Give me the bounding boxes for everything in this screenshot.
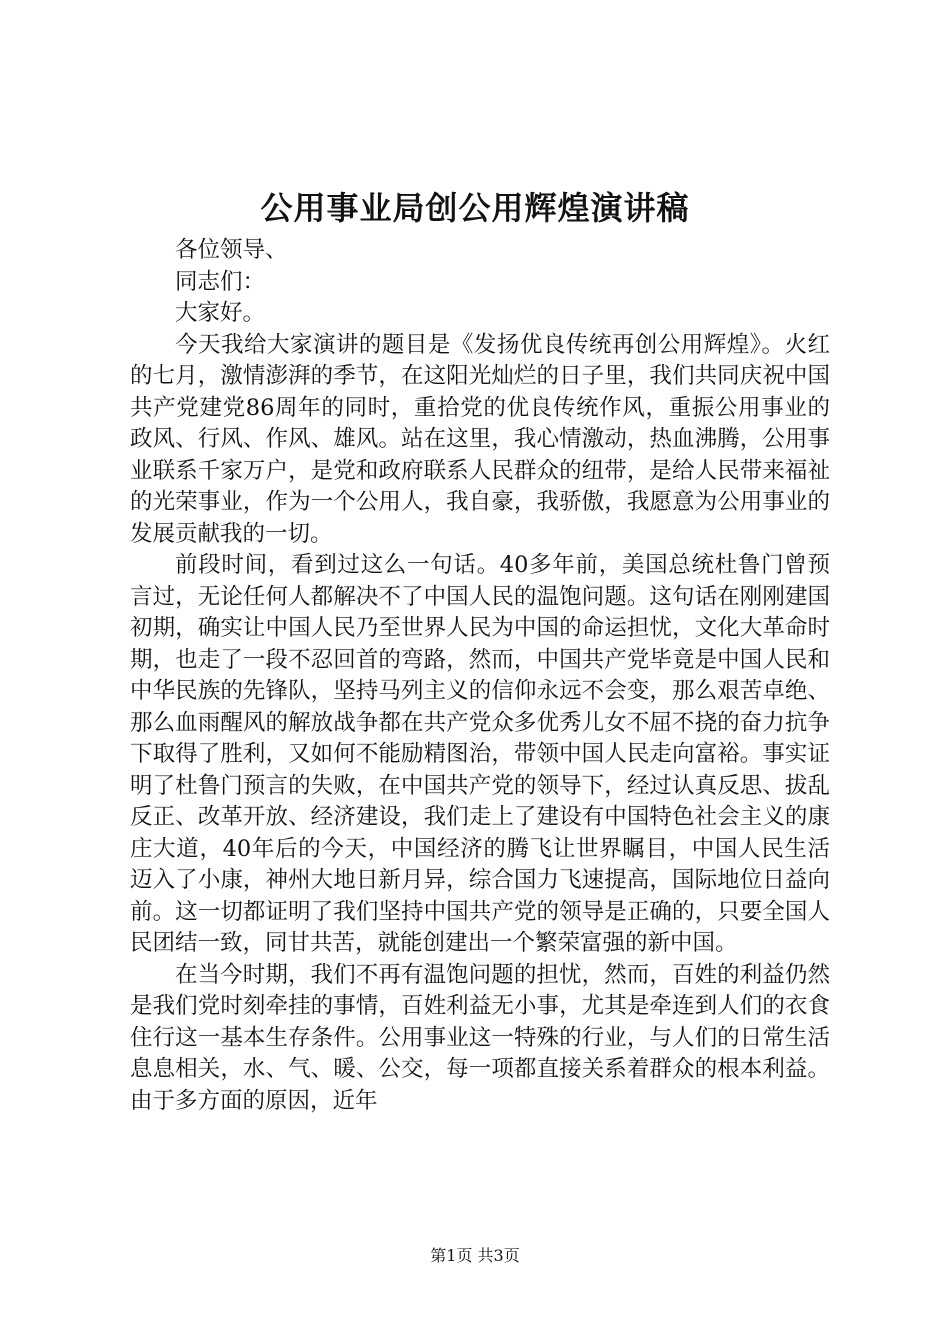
document-title: 公用事业局创公用辉煌演讲稿 bbox=[260, 189, 690, 227]
document-body bbox=[130, 235, 830, 1117]
salutation-comrades: 同志们： bbox=[175, 268, 266, 295]
paragraph: 今天我给大家演讲的题目是《发扬优良传统再创公用辉煌》。火红的七月，激情澎湃的季节，在这阳光灿烂的日子里，我们共同庆祝中国共产党建党86周年的同时，重拾党的优良传统作风，重振公用事业的政风、行风、作风、雄风。站在这里，我心情激动，热血沸腾，公用事业联系千家万户，是党和政府联系人民群众的纽带，是给人民带来福祉的光荣事业，作为一个公用人，我自豪，我骄傲，我愿意为公用事业的发展贡献我的一切。 bbox=[130, 331, 830, 547]
page-footer: 第1页 共3页 bbox=[430, 1246, 520, 1265]
paragraph: 在当今时期，我们不再有温饱问题的担忧，然而，百姓的利益仍然是我们党时刻牵挂的事情，百姓利益无小事，尤其是牵连到人们的衣食住行这一基本生存条件。公用事业这一特殊的行业，与人们的日常生活息息相关，水、气、暖、公交，每一项都直接关系着群众的根本利益。由于多方面的原因，近年 bbox=[130, 961, 830, 1114]
paragraph: 前段时间，看到过这么一句话。40多年前，美国总统杜鲁门曾预言过，无论任何人都解决不了中国人民的温饱问题。这句话在刚刚建国初期，确实让中国人民乃至世界人民为中国的命运担忧，文化大革命时期，也走了一段不忍回首的弯路，然而，中国共产党毕竟是中国人民和中华民族的先锋队，坚持马列主义的信仰永远不会变，那么艰苦卓绝、那么血雨醒风的解放战争都在共产党众多优秀儿女不屈不挠的奋力抗争下取得了胜利，又如何不能励精图治，带领中国人民走向富裕。事实证明了杜鲁门预言的失败，在中国共产党的领导下，经过认真反思、拔乱反正、改革开放、经济建设，我们走上了建设有中国特色社会主义的康庄大道，40年后的今天，中国经济的腾飞让世界瞩目，中国人民生活迈入了小康，神州大地日新月异，综合国力飞速提高，国际地位日益向前。这一切都证明了我们坚持中国共产党的领导是正确的，只要全国人民团结一致，同甘共苦，就能创建出一个繁荣富强的新中国。 bbox=[130, 552, 830, 956]
salutation-leaders: 各位领导、 bbox=[175, 237, 288, 263]
salutation-greeting: 大家好。 bbox=[175, 300, 266, 326]
